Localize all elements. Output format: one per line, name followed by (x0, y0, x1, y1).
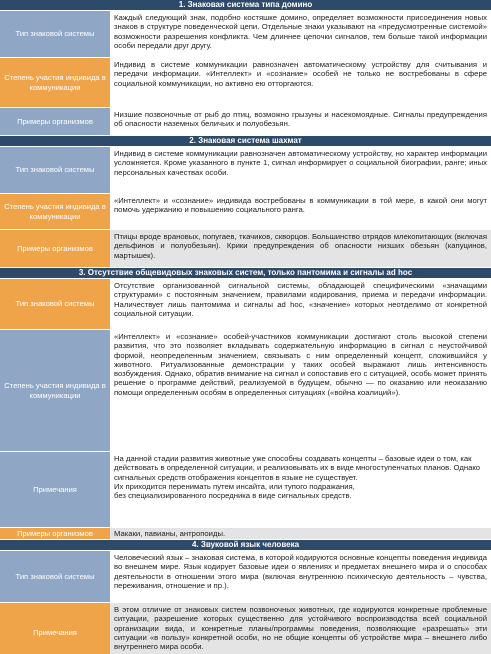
table-row (0, 452, 491, 528)
section-title: 2. Знаковая система шахмат (0, 136, 491, 147)
row-label: Тип знаковой системы (0, 551, 110, 602)
table-row (0, 108, 491, 136)
table-row (0, 330, 491, 452)
row-text: В этом отличие от знаковых систем позвоночных животных, где кодируются конкретные проблемные ситуации, разрешение которых существенно для устойчивого воспроизводства всей социальной организации вида, и конкретные планы/программы поведения, позволяющие «разрешать» эти ситуации «в пользу» конкретной особи, но не общие концепты об устройстве мира – внешнего либо внутреннего мира особи. (110, 603, 491, 654)
row-text: Каждый следующий знак, подобно костяшке домино, определяет возможности присоединения новых знаков в структуре поведенческой цепи. Отдельные знаки указывают на «предусмотренные системой» возможности разрешения конфликта. Чем длиннее цепочки сигналов, тем больше такой информации особи передали друг другу. (110, 11, 491, 57)
row-text: «Интеллект» и «сознание» особей-участников коммуникации достигают столь высокой степени развития, что это позволяет вкладывать содержательную информацию в сигнал с неустойчивой формой, неопределенным значением, связывать с ним определенный концепт, сложившийся у животного. Ритуализованные демонстрации у таких особей выражают лишь интенсивность возбуждения. Однако, обратив внимание на сигнал и сопоставив его с ситуацией, особь может принять решение о программе действий, реализуемой в будущем, обычно — по оказанию или неоказанию помощи определенным особям в определенных ситуациях («война коалиций»). (110, 330, 491, 451)
row-label: Примеры организмов (0, 108, 110, 135)
row-label: Степень участия индивида в коммуникации (0, 330, 110, 451)
section-title: 4. Звуковой язык человека (0, 540, 491, 551)
table-row (0, 11, 491, 58)
row-text: Индивид в системе коммуникации равнозначен автоматическому устройству для считывания и передачи информации. «Интеллект» и «сознание» особей не только не востребованы в сфере социальной коммуникации, но активно ею отторгаются. (110, 58, 491, 107)
row-text: «Интеллект» и «сознание» индивида востребованы в коммуникации в той мере, в какой они могут помочь удержанию и повышению социального ранга. (110, 194, 491, 229)
table-row (0, 551, 491, 603)
row-text: Индивид в системе коммуникации равнозначен автоматическому устройству, но характер информации усложняется. Кроме указанного в пункте 1, сигнал информирует о социальной биографии, ранге; иных персональных качествах особи. (110, 147, 491, 193)
row-text: Человеческий язык – знаковая система, в которой кодируются основные концепты поведения индивида во внешнем мире. Язык кодирует базовые идеи о явлениях и предметах внешнего мира и о способах деятельности в отношении этого мира (включая внутреннюю психическую деятельность – чувства, переживания, отношение и пр.). (110, 551, 491, 602)
row-label: Тип знаковой системы (0, 279, 110, 329)
row-text: На данной стадии развития животные уже способны создавать концепты – базовые идеи о том, как действовать в определенной ситуации, и реализовывать их в виде многоступенчатых планов. Однако сигнальных средств отображения концептов в языке не существует. Их приходится перенимать путем инсайта, или тупого подражания, без специализированного посредника в виде сигнальных средств. (110, 452, 491, 527)
table-row (0, 603, 491, 654)
row-label: Примеры организмов (0, 230, 110, 267)
row-label: Степень участия индивида в коммуникации (0, 194, 110, 229)
section-title: 1. Знаковая система типа домино (0, 0, 491, 11)
table-row (0, 58, 491, 108)
table-row (0, 279, 491, 330)
table-row (0, 528, 491, 540)
row-label: Степень участия индивида в коммуникации (0, 58, 110, 107)
table-row (0, 194, 491, 230)
table-row (0, 147, 491, 194)
section-title: 3. Отсутствие общевидовых знаковых систем, только пантомима и сигналы ad hoc (0, 268, 491, 279)
row-text: Отсутствие организованной сигнальной системы, обладающей специфическими «значащими структурами» с постоянным значением, правилами кодирования, приема и передачи информации. Наличествует лишь пантомима и сигналы ad hoc, «значение» которых неотделимо от конкретной социальной ситуации. (110, 279, 491, 329)
row-label: Примечания (0, 603, 110, 654)
row-label: Тип знаковой системы (0, 11, 110, 57)
row-text: Макаки, павианы, антропоиды. (110, 528, 491, 539)
row-label: Примеры организмов (0, 528, 110, 539)
row-text: Низшие позвоночные от рыб до птиц, возможно грызуны и насекомоядные. Сигналы предупреждения об опасности наземных беличьих и полуобезьян. (110, 108, 491, 135)
row-label: Тип знаковой системы (0, 147, 110, 193)
table-row (0, 230, 491, 268)
row-label: Примечания (0, 452, 110, 527)
row-text: Птицы вроде врановых, попугаев, ткачиков, скворцов. Большинство отрядов млекопитающих (включая дельфинов и полуобезьян). Крики предупреждения об опасности низших обезьян (капуцинов, мартышек). (110, 230, 491, 267)
